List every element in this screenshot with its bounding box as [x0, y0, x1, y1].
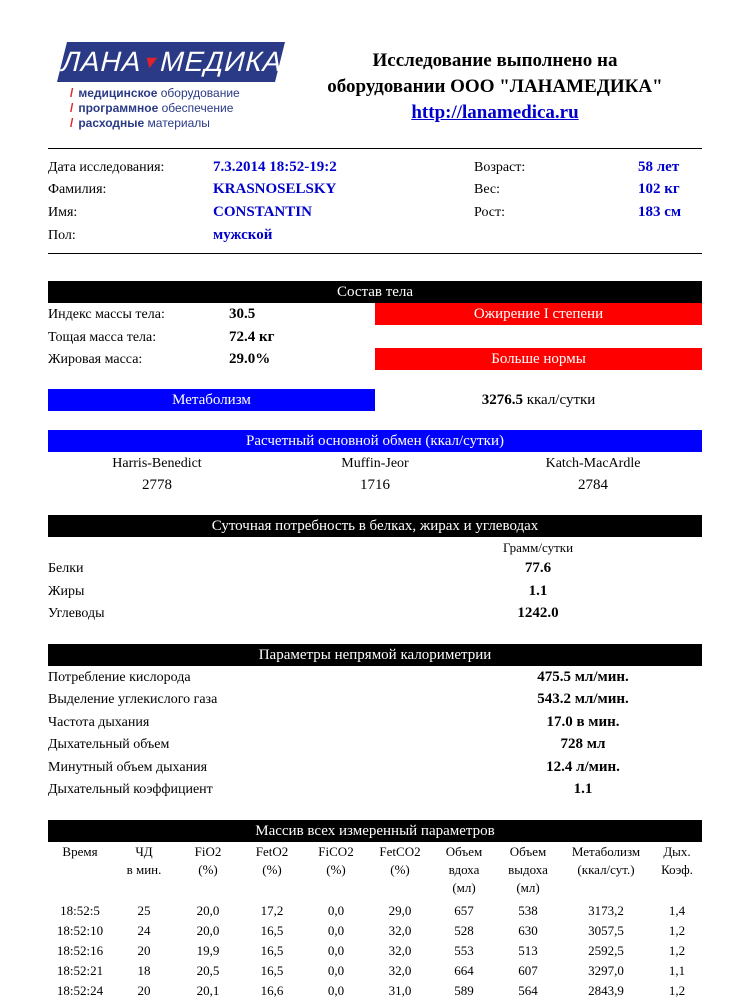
name-value: CONSTANTIN	[213, 204, 312, 220]
metabolism-unit: ккал/сутки	[522, 392, 596, 408]
table-cell: 32,0	[388, 923, 412, 938]
calorimetry-value: 1.1	[573, 781, 593, 797]
table-cell: 18:52:10	[56, 923, 104, 938]
website-link[interactable]: http://lanamedica.ru	[411, 102, 579, 123]
calorimetry-label: Выделение углекислого газа	[48, 692, 218, 707]
carbs-value: 1242.0	[517, 605, 559, 621]
table-cell: 0,0	[327, 983, 345, 998]
column-header: Объем вдоха (мл)	[445, 844, 483, 895]
table-cell: 18:52:5	[60, 903, 100, 918]
column-header: FiCO2 (%)	[318, 844, 354, 877]
table-cell: 18:52:16	[56, 943, 104, 958]
table-cell: 31,0	[388, 983, 412, 998]
calorimetry-value: 543.2 мл/мин.	[537, 691, 629, 707]
table-cell: 18:52:21	[56, 963, 104, 978]
sex-value: мужской	[213, 227, 273, 243]
table-cell: 513	[518, 943, 538, 958]
table-cell: 1,2	[668, 923, 686, 938]
header-line-2: оборудовании ООО "ЛАНАМЕДИКА"	[327, 76, 663, 97]
table-cell: 20,1	[196, 983, 220, 998]
metabolism-value: 3276.5	[481, 392, 523, 408]
surname-value: KRASNOSELSKY	[213, 181, 337, 197]
table-cell: 589	[454, 983, 474, 998]
method-value: 2778	[142, 477, 172, 493]
table-cell: 17,2	[260, 903, 284, 918]
table-cell: 0,0	[327, 923, 345, 938]
column-header: FetO2 (%)	[255, 844, 289, 877]
surname-label: Фамилия:	[48, 182, 107, 197]
divider	[48, 148, 702, 149]
fat-mass-label: Жировая масса:	[48, 352, 143, 367]
fat-mass-value: 29.0%	[229, 351, 271, 367]
table-cell: 20	[137, 983, 151, 998]
measurements-table	[48, 843, 702, 1001]
table-cell: 0,0	[327, 943, 345, 958]
method-value: 1716	[360, 477, 390, 493]
table-row	[48, 941, 702, 961]
table-cell: 20	[137, 943, 151, 958]
method-name: Muffin-Jeor	[341, 456, 409, 471]
table-cell: 18:52:24	[56, 983, 104, 998]
date-label: Дата исследования:	[48, 160, 165, 175]
table-cell: 2592,5	[588, 943, 624, 958]
basal-metabolism-header: Расчетный основной обмен (ккал/сутки)	[48, 430, 702, 452]
calorimetry-label: Частота дыхания	[48, 715, 150, 730]
table-cell: 16,5	[260, 943, 284, 958]
calorimetry-label: Минутный объем дыхания	[48, 760, 208, 775]
table-cell: 16,5	[260, 923, 284, 938]
metabolism-result	[375, 392, 702, 409]
needs-unit: Грамм/сутки	[502, 540, 574, 555]
logo-dot-icon: ▼	[139, 52, 164, 72]
table-cell: 16,5	[260, 963, 284, 978]
carbs-label: Углеводы	[48, 606, 105, 621]
column-header: Дых. Коэф.	[661, 844, 693, 877]
table-cell: 32,0	[388, 963, 412, 978]
fat-status-badge: Больше нормы	[375, 348, 702, 370]
weight-value: 102 кг	[638, 181, 680, 197]
table-cell: 3173,2	[588, 903, 624, 918]
calorimetry-label: Дыхательный коэффициент	[48, 782, 213, 797]
table-row	[48, 981, 702, 1001]
table-cell: 20,0	[196, 923, 220, 938]
table-row	[48, 961, 702, 981]
logo-brand-right: МЕДИКА	[157, 46, 287, 77]
table-cell: 1,2	[668, 983, 686, 998]
column-header: Время	[62, 844, 98, 859]
table-row	[48, 901, 702, 921]
table-cell: 20,0	[196, 903, 220, 918]
table-cell: 18	[137, 963, 151, 978]
table-cell: 24	[137, 923, 151, 938]
measurements-header: Массив всех измеренный параметров	[48, 820, 702, 842]
divider	[48, 253, 702, 254]
table-cell: 630	[518, 923, 538, 938]
column-header: FiO2 (%)	[194, 844, 222, 877]
table-cell: 25	[137, 903, 151, 918]
bmi-value: 30.5	[229, 306, 256, 322]
calorimetry-value: 17.0 в мин.	[546, 714, 620, 730]
calorimetry-label: Дыхательный объем	[48, 737, 170, 752]
weight-label: Вес:	[474, 182, 501, 197]
table-cell: 0,0	[327, 963, 345, 978]
calorimetry-value: 475.5 мл/мин.	[537, 669, 629, 685]
logo-line: / программное обеспечение	[70, 101, 234, 115]
fat-label: Жиры	[48, 584, 85, 599]
body-composition-header: Состав тела	[48, 281, 702, 303]
table-cell: 564	[518, 983, 538, 998]
fat-value: 1.1	[528, 583, 548, 599]
logo-brand-left: ЛАНА	[58, 46, 146, 77]
table-cell: 20,5	[196, 963, 220, 978]
column-header: Метаболизм (ккал/сут.)	[571, 844, 641, 877]
logo-line: / расходные материалы	[70, 116, 210, 130]
protein-value: 77.6	[524, 560, 552, 576]
table-cell: 1,4	[668, 903, 686, 918]
table-cell: 0,0	[327, 903, 345, 918]
table-cell: 553	[454, 943, 474, 958]
table-cell: 32,0	[388, 943, 412, 958]
column-header: Объем выдоха (мл)	[508, 844, 548, 895]
lean-mass-label: Тощая масса тела:	[48, 330, 157, 345]
table-cell: 664	[454, 963, 474, 978]
table-cell: 29,0	[388, 903, 412, 918]
metabolism-label: Метаболизм	[48, 389, 375, 411]
bmi-status-badge: Ожирение I степени	[375, 303, 702, 325]
logo-tagline	[70, 86, 240, 131]
table-cell: 2843,9	[588, 983, 624, 998]
lean-mass-value: 72.4 кг	[229, 329, 275, 345]
calorimetry-value: 728 мл	[560, 736, 606, 752]
protein-label: Белки	[48, 561, 84, 576]
table-row	[48, 921, 702, 941]
table-cell: 3297,0	[588, 963, 624, 978]
header-line-1: Исследование выполнено на	[372, 50, 618, 71]
table-header-row	[48, 843, 702, 897]
column-header: FetCO2 (%)	[379, 844, 421, 877]
table-cell: 1,2	[668, 943, 686, 958]
table-cell: 538	[518, 903, 538, 918]
sex-label: Пол:	[48, 228, 76, 243]
calorimetry-label: Потребление кислорода	[48, 670, 191, 685]
logo-wordmark	[57, 42, 285, 82]
table-cell: 607	[518, 963, 538, 978]
age-label: Возраст:	[474, 160, 526, 175]
method-name: Harris-Benedict	[112, 456, 202, 471]
method-name: Katch-MacArdle	[545, 456, 641, 471]
column-header: ЧД в мин.	[126, 844, 162, 877]
table-cell: 657	[454, 903, 474, 918]
method-value: 2784	[578, 477, 608, 493]
table-cell: 1,1	[668, 963, 686, 978]
logo-line: / медицинское оборудование	[70, 86, 240, 100]
daily-needs-header: Суточная потребность в белках, жирах и углеводах	[48, 515, 702, 537]
name-label: Имя:	[48, 205, 78, 220]
bmi-label: Индекс массы тела:	[48, 307, 165, 322]
date-value: 7.3.2014 18:52-19:2	[213, 159, 337, 175]
age-value: 58 лет	[638, 159, 680, 175]
table-cell: 19,9	[196, 943, 220, 958]
table-cell: 3057,5	[588, 923, 624, 938]
height-label: Рост:	[474, 205, 506, 220]
height-value: 183 см	[638, 204, 682, 220]
calorimetry-value: 12.4 л/мин.	[546, 759, 620, 775]
table-cell: 528	[454, 923, 474, 938]
table-cell: 16,6	[260, 983, 284, 998]
calorimetry-header: Параметры непрямой калориметрии	[48, 644, 702, 666]
